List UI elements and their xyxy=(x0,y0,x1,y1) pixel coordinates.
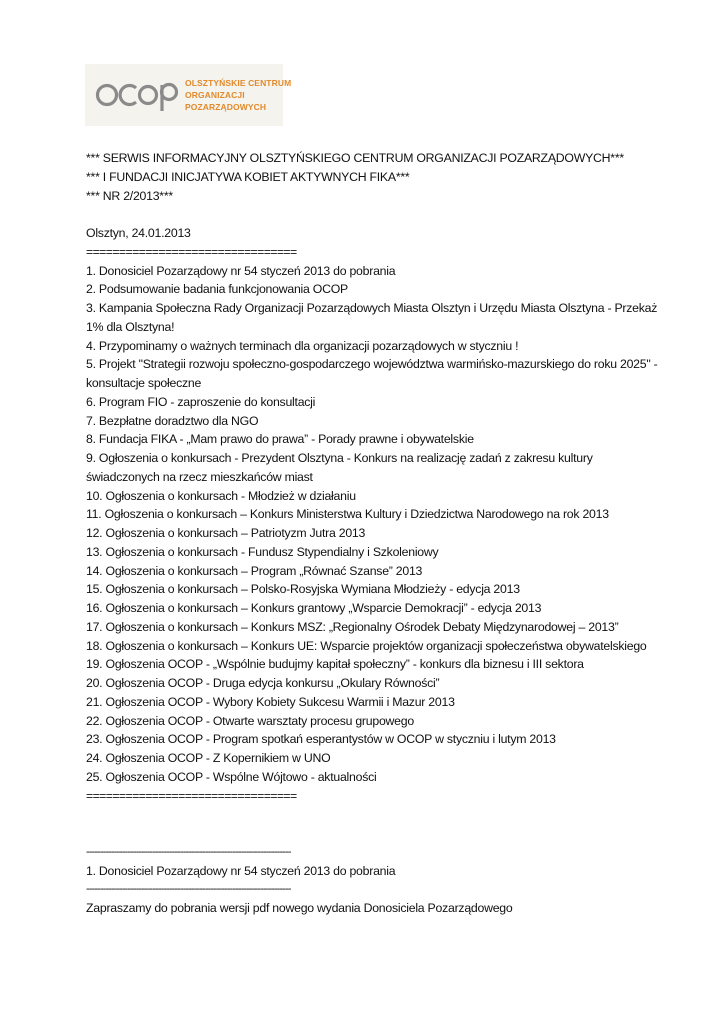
toc-item-10[interactable]: 10. Ogłoszenia o konkursach - Młodzież w działaniu xyxy=(86,488,356,503)
toc-item-1[interactable]: 1. Donosiciel Pozarządowy nr 54 styczeń 2013 do pobrania xyxy=(86,263,396,278)
toc-item-25[interactable]: 25. Ogłoszenia OCOP - Wspólne Wójtowo - aktualności xyxy=(86,769,377,784)
separator-bottom: ================================ xyxy=(86,788,297,803)
ocop-logo-icon xyxy=(85,64,181,126)
spacer xyxy=(86,205,666,224)
section-1-body: Zapraszamy do pobrania wersji pdf nowego wydania Donosiciela Pozarządowego xyxy=(86,901,513,915)
toc-item-19[interactable]: 19. Ogłoszenia OCOP - „Wspólnie budujmy kapitał społeczny” - konkurs dla biznesu i III sektora xyxy=(86,657,584,672)
table-of-contents xyxy=(86,262,666,787)
toc-item-5[interactable]: 5. Projekt "Strategii rozwoju społeczno-gospodarczego województwa warmińsko-mazurskiego do roku 2025" - konsultacje społeczne xyxy=(86,357,658,390)
header-line-3: *** NR 2/2013*** xyxy=(86,188,173,203)
toc-item-13[interactable]: 13. Ogłoszenia o konkursach - Fundusz Stypendialny i Szkoleniowy xyxy=(86,544,439,559)
toc-item-18[interactable]: 18. Ogłoszenia o konkursach – Konkurs UE: Wsparcie projektów organizacji społeczeństwa obywatelskiego xyxy=(86,638,647,653)
toc-item-22[interactable]: 22. Ogłoszenia OCOP - Otwarte warsztaty procesu grupowego xyxy=(86,713,414,728)
toc-item-8[interactable]: 8. Fundacja FIKA - „Mam prawo do prawa” - Porady prawne i obywatelskie xyxy=(86,432,474,447)
toc-item-3[interactable]: 3. Kampania Społeczna Rady Organizacji Pozarządowych Miasta Olsztyn i Urzędu Miasta Olsztyna - Przekaż 1% dla Olsztyna! xyxy=(86,301,658,334)
toc-item-23[interactable]: 23. Ogłoszenia OCOP - Program spotkań esperantystów w OCOP w styczniu i lutym 2013 xyxy=(86,732,556,747)
logo-line-1: OLSZTYŃSKIE CENTRUM xyxy=(185,78,292,88)
header-line-1: *** SERWIS INFORMACYJNY OLSZTYŃSKIEGO CENTRUM ORGANIZACJI POZARZĄDOWYCH*** xyxy=(86,151,624,165)
section-1-title: 1. Donosiciel Pozarządowy nr 54 styczeń 2013 do pobrania xyxy=(86,863,396,878)
toc-item-15[interactable]: 15. Ogłoszenia o konkursach – Polsko-Rosyjska Wymiana Młodzieży - edycja 2013 xyxy=(86,582,520,597)
ocop-logo-mark xyxy=(85,64,181,126)
toc-item-16[interactable]: 16. Ogłoszenia o konkursach – Konkurs grantowy „Wsparcie Demokracji” - edycja 2013 xyxy=(86,601,542,615)
toc-item-4[interactable]: 4. Przypominamy o ważnych terminach dla organizacji pozarządowych w styczniu ! xyxy=(86,338,519,353)
toc-item-24[interactable]: 24. Ogłoszenia OCOP - Z Kopernikiem w UNO xyxy=(86,751,331,765)
toc-item-21[interactable]: 21. Ogłoszenia OCOP - Wybory Kobiety Sukcesu Warmii i Mazur 2013 xyxy=(86,694,455,709)
date-line: Olsztyn, 24.01.2013 xyxy=(86,226,191,240)
toc-item-12[interactable]: 12. Ogłoszenia o konkursach – Patriotyzm Jutra 2013 xyxy=(86,526,366,540)
toc-item-7[interactable]: 7. Bezpłatne doradztwo dla NGO xyxy=(86,413,259,428)
toc-item-11[interactable]: 11. Ogłoszenia o konkursach – Konkurs Ministerstwa Kultury i Dziedzictwa Narodowego na rok 2013 xyxy=(86,507,609,522)
toc-item-9[interactable]: 9. Ogłoszenia o konkursach - Prezydent Olsztyna - Konkurs na realizację zadań z zakresu kultury świadczonych na rzecz mieszkańców miast xyxy=(86,451,593,484)
toc-item-14[interactable]: 14. Ogłoszenia o konkursach – Program „Równać Szanse” 2013 xyxy=(86,563,423,578)
spacer xyxy=(86,805,666,843)
toc-item-20[interactable]: 20. Ogłoszenia OCOP - Druga edycja konkursu „Okulary Równości” xyxy=(86,676,440,690)
header-line-2: *** I FUNDACJI INICJATYWA KOBIET AKTYWNYCH FIKA*** xyxy=(86,169,410,184)
toc-item-17[interactable]: 17. Ogłoszenia o konkursach – Konkurs MSZ: „Regionalny Ośrodek Debaty Międzynarodowej – 2013” xyxy=(86,619,619,634)
logo-line-2: ORGANIZACJI xyxy=(185,90,245,100)
toc-item-6[interactable]: 6. Program FIO - zaproszenie do konsultacji xyxy=(86,394,316,409)
logo-line-3: POZARZĄDOWYCH xyxy=(185,102,267,112)
toc-item-2[interactable]: 2. Podsumowanie badania funkcjonowania OCOP xyxy=(86,282,348,297)
ocop-logo xyxy=(85,64,292,126)
section-separator-bottom: -------------------------------------------------------------------------- xyxy=(86,883,291,896)
separator-top: ================================ xyxy=(86,244,297,259)
ocop-logo-text xyxy=(185,77,291,113)
section-separator-top: -------------------------------------------------------------------------- xyxy=(86,845,291,858)
newsletter-body xyxy=(86,149,666,918)
